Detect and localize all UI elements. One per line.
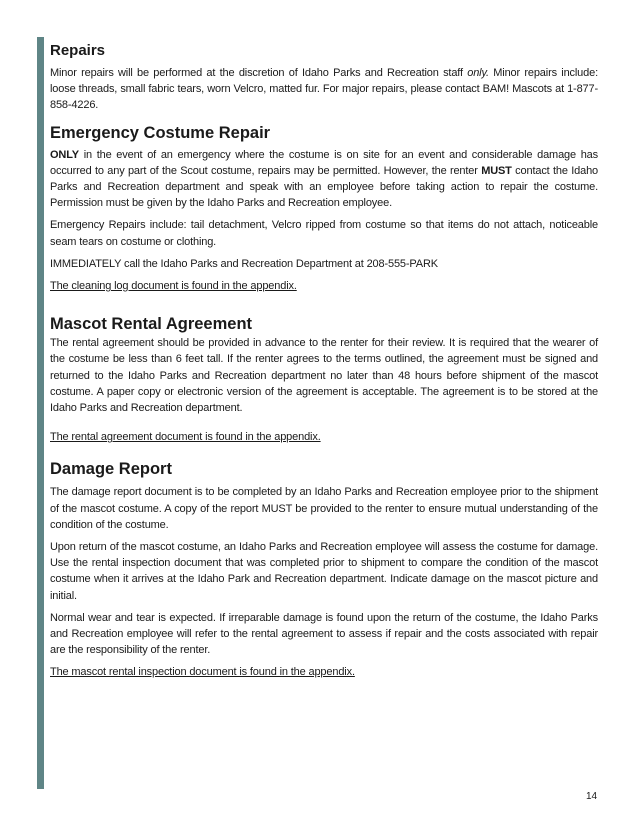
damage-paragraph-1: The damage report document is to be completed by an Idaho Parks and Recreation employee prior to the shipment of the mascot costume. A copy of the report MUST be provided to the renter to ensure mutual understanding of the condition of the costume. bbox=[50, 486, 598, 531]
emergency-text-1: in the event of an emergency where the costume is on site for an event and considerable damage has occurred to any part of the Scout costume, repairs may be permitted. However, the renter bbox=[50, 148, 599, 177]
emergency-must-bold: MUST bbox=[481, 164, 512, 177]
cleaning-log-link[interactable]: The cleaning log document is found in the appendix. bbox=[50, 280, 297, 293]
emergency-paragraph-3: IMMEDIATELY call the Idaho Parks and Recreation Department at 208-555-PARK bbox=[50, 257, 438, 270]
inspection-document-link[interactable]: The mascot rental inspection document is found in the appendix. bbox=[50, 666, 355, 679]
damage-paragraph-3: Normal wear and tear is expected. If irreparable damage is found upon the return of the costume, the Idaho Parks and Recreation employee will refer to the rental agreement to assess if repair and the costs associated with repair are the responsibility of the renter. bbox=[50, 611, 598, 657]
repairs-text: Minor repairs will be performed at the discretion of Idaho Parks and Recreation staff bbox=[50, 67, 463, 79]
page-content bbox=[50, 41, 598, 681]
side-accent-bar bbox=[37, 37, 44, 789]
repairs-text-rest: Minor repairs include: loose threads, small fabric tears, worn Velcro, matted fur. For major repairs, please contact BAM! Mascots at 1-877-858-4226. bbox=[50, 67, 598, 112]
repairs-heading: Repairs bbox=[50, 42, 106, 59]
emergency-paragraph-2: Emergency Repairs include: tail detachment, Velcro ripped from costume so that items do not attach, noticeable seam tears on costume or clothing. bbox=[50, 219, 598, 248]
repairs-paragraph bbox=[50, 65, 598, 114]
damage-paragraph-2: Upon return of the mascot costume, an Idaho Parks and Recreation employee will assess the costume for damage. Use the rental inspection document that was completed prior to shipment to compare the condition of the mascot costume when it arrives at the Idaho Park and Recreation department. Indicate damage on the mascot picture and initial. bbox=[50, 541, 598, 602]
damage-heading: Damage Report bbox=[50, 460, 172, 479]
rental-agreement-link[interactable]: The rental agreement document is found in the appendix. bbox=[50, 431, 321, 444]
rental-heading: Mascot Rental Agreement bbox=[50, 315, 253, 334]
rental-paragraph: The rental agreement should be provided in advance to the renter for their review. It is required that the wearer of the costume be less than 6 feet tall. If the renter agrees to the terms outlined, the agreement must be signed and returned to the Idaho Parks and Recreation department no later than 48 hours before shipment of the mascot costume. A paper copy or electronic version of the agreement is acceptable. The agreement is to be stored at the Idaho Parks and Recreation department. bbox=[50, 337, 598, 415]
emergency-heading: Emergency Costume Repair bbox=[50, 123, 271, 142]
emergency-text-2: contact the Idaho Parks and Recreation department and speak with an employee before taking action to repair the costume. Permission must be given by the Idaho Parks and Recreation employee. bbox=[50, 164, 599, 210]
repairs-emphasis: only. bbox=[467, 67, 489, 79]
emergency-only-bold: ONLY bbox=[50, 148, 79, 161]
page-number: 14 bbox=[586, 791, 598, 802]
emergency-paragraph-1 bbox=[50, 147, 598, 212]
